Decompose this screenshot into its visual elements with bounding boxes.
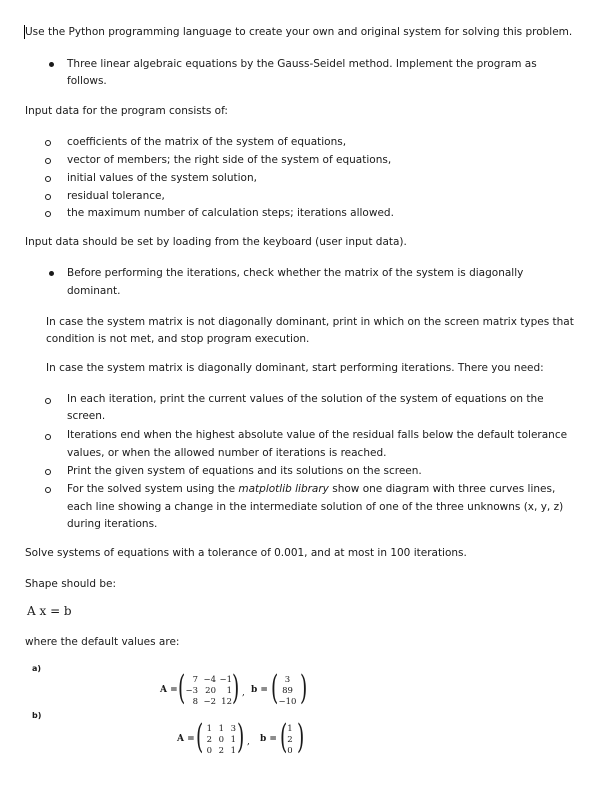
input-item-1: coefficients of the matrix of the system of equations, (67, 136, 347, 148)
matrix-cell: 3 (230, 724, 236, 734)
step3-text: Print the given system of equations and its solutions on the screen. (67, 465, 422, 477)
input-intro: Input data for the program consists of: (25, 105, 228, 117)
matrix-b-row (201, 746, 236, 756)
bullet1-line2: follows. (67, 75, 107, 87)
circle-bullet (45, 140, 51, 146)
comma: , (242, 688, 245, 698)
matrix-a-label: A = (177, 734, 195, 744)
vector-b-row (277, 697, 298, 707)
case2-text: In case the system matrix is diagonally dominant, start performing iterations. There you need: (46, 362, 544, 374)
matrix-cell: −2 (203, 697, 216, 707)
step2-line1: Iterations end when the highest absolute value of the residual falls below the default tolerance (67, 429, 568, 441)
bullet1-line1: Three linear algebraic equations by the Gauss-Seidel method. Implement the program as (67, 58, 537, 70)
vector-b-row (277, 686, 298, 696)
case1-line1: In case the system matrix is not diagonally dominant, print in which on the screen matrix types that (46, 316, 574, 328)
matrix-b-row (201, 735, 236, 745)
step4-part3: show one diagram with three curves lines, (328, 483, 556, 495)
circle-bullet (45, 158, 51, 164)
label-b: b) (32, 711, 42, 720)
circle-bullet (45, 211, 51, 217)
bullet2-line1: Before performing the iterations, check whether the matrix of the system is diagonally (67, 267, 524, 279)
input-item-4: residual tolerance, (67, 190, 165, 202)
step1-line2: screen. (67, 410, 106, 422)
matrix-cell: 0 (206, 746, 212, 756)
matrix-a-row (184, 675, 232, 685)
matplotlib-text: matplotlib library (238, 483, 329, 495)
matrix-cell: 12 (221, 697, 232, 707)
right-paren: ) (232, 668, 240, 708)
input-item-2: vector of members; the right side of the system of equations, (67, 154, 392, 166)
matrix-cell: 8 (192, 697, 198, 707)
matrix-a-row (184, 697, 232, 707)
left-paren: ( (271, 668, 279, 708)
vector-b-label: b = (260, 734, 277, 744)
vector-b-row (285, 724, 295, 734)
left-paren: ( (280, 717, 288, 757)
vector-b-row (277, 675, 298, 685)
step4-line3: during iterations. (67, 518, 158, 530)
input-item-3: initial values of the system solution, (67, 172, 257, 184)
vector-b-row (285, 735, 295, 745)
formula: A x = b (27, 604, 72, 618)
shape-text: Shape should be: (25, 578, 117, 590)
vector-cell: −10 (278, 697, 297, 707)
matrix-cell: −4 (203, 675, 216, 685)
circle-bullet (45, 176, 51, 182)
circle-bullet (45, 398, 51, 404)
matrix-cell: −1 (219, 675, 232, 685)
bullet-dot (49, 62, 54, 67)
circle-bullet (45, 469, 51, 475)
solve-text: Solve systems of equations with a tolerance of 0.001, and at most in 100 iterations. (25, 547, 467, 559)
matrix-cell: 1 (206, 724, 212, 734)
matrix-a-row (184, 686, 232, 696)
intro-text: Use the Python programming language to create your own and original system for solving this problem. (25, 26, 573, 38)
keyboard-text: Input data should be set by loading from the keyboard (user input data). (25, 236, 407, 248)
matrix-cell: 0 (218, 735, 224, 745)
matrix-cell: 1 (218, 724, 224, 734)
bullet-dot (49, 271, 54, 276)
matrix-cell: 2 (218, 746, 224, 756)
matrix-cell: −3 (185, 686, 198, 696)
vector-cell: 2 (287, 735, 293, 745)
left-paren: ( (196, 717, 204, 757)
matrix-cell: 7 (192, 675, 198, 685)
step4-line1 (67, 481, 555, 499)
right-paren: ) (237, 717, 245, 757)
bullet2-line2: dominant. (67, 285, 121, 297)
circle-bullet (45, 487, 51, 493)
step2-line2: values, or when the allowed number of iterations is reached. (67, 447, 387, 459)
matrix-cell: 20 (205, 686, 216, 696)
step4-part1: For the solved system using the (67, 483, 239, 495)
input-item-5: the maximum number of calculation steps; iterations allowed. (67, 207, 394, 219)
defaults-text: where the default values are: (25, 636, 180, 648)
circle-bullet (45, 194, 51, 200)
label-a: a) (32, 664, 42, 673)
vector-cell: 1 (287, 724, 293, 734)
vector-cell: 0 (287, 746, 293, 756)
left-paren: ( (178, 668, 186, 708)
case1-line2: condition is not met, and stop program execution. (46, 333, 310, 345)
matrix-a-label: A = (160, 685, 178, 695)
matrix-cell: 2 (206, 735, 212, 745)
circle-bullet (45, 434, 51, 440)
matrix-cell: 1 (230, 735, 236, 745)
right-paren: ) (297, 717, 305, 757)
vector-cell: 3 (284, 675, 291, 685)
vector-cell: 89 (282, 686, 293, 696)
comma: , (247, 737, 250, 747)
step4-line2: each line showing a change in the intermediate solution of one of the three unknowns (x, y, z) (67, 501, 564, 513)
step1-line1: In each iteration, print the current values of the solution of the system of equations on the (67, 393, 544, 405)
right-paren: ) (300, 668, 308, 708)
matrix-cell: 1 (226, 686, 232, 696)
matrix-cell: 1 (230, 746, 236, 756)
vector-b-label: b = (251, 685, 268, 695)
matrix-b-row (201, 724, 236, 734)
vector-b-row (285, 746, 295, 756)
